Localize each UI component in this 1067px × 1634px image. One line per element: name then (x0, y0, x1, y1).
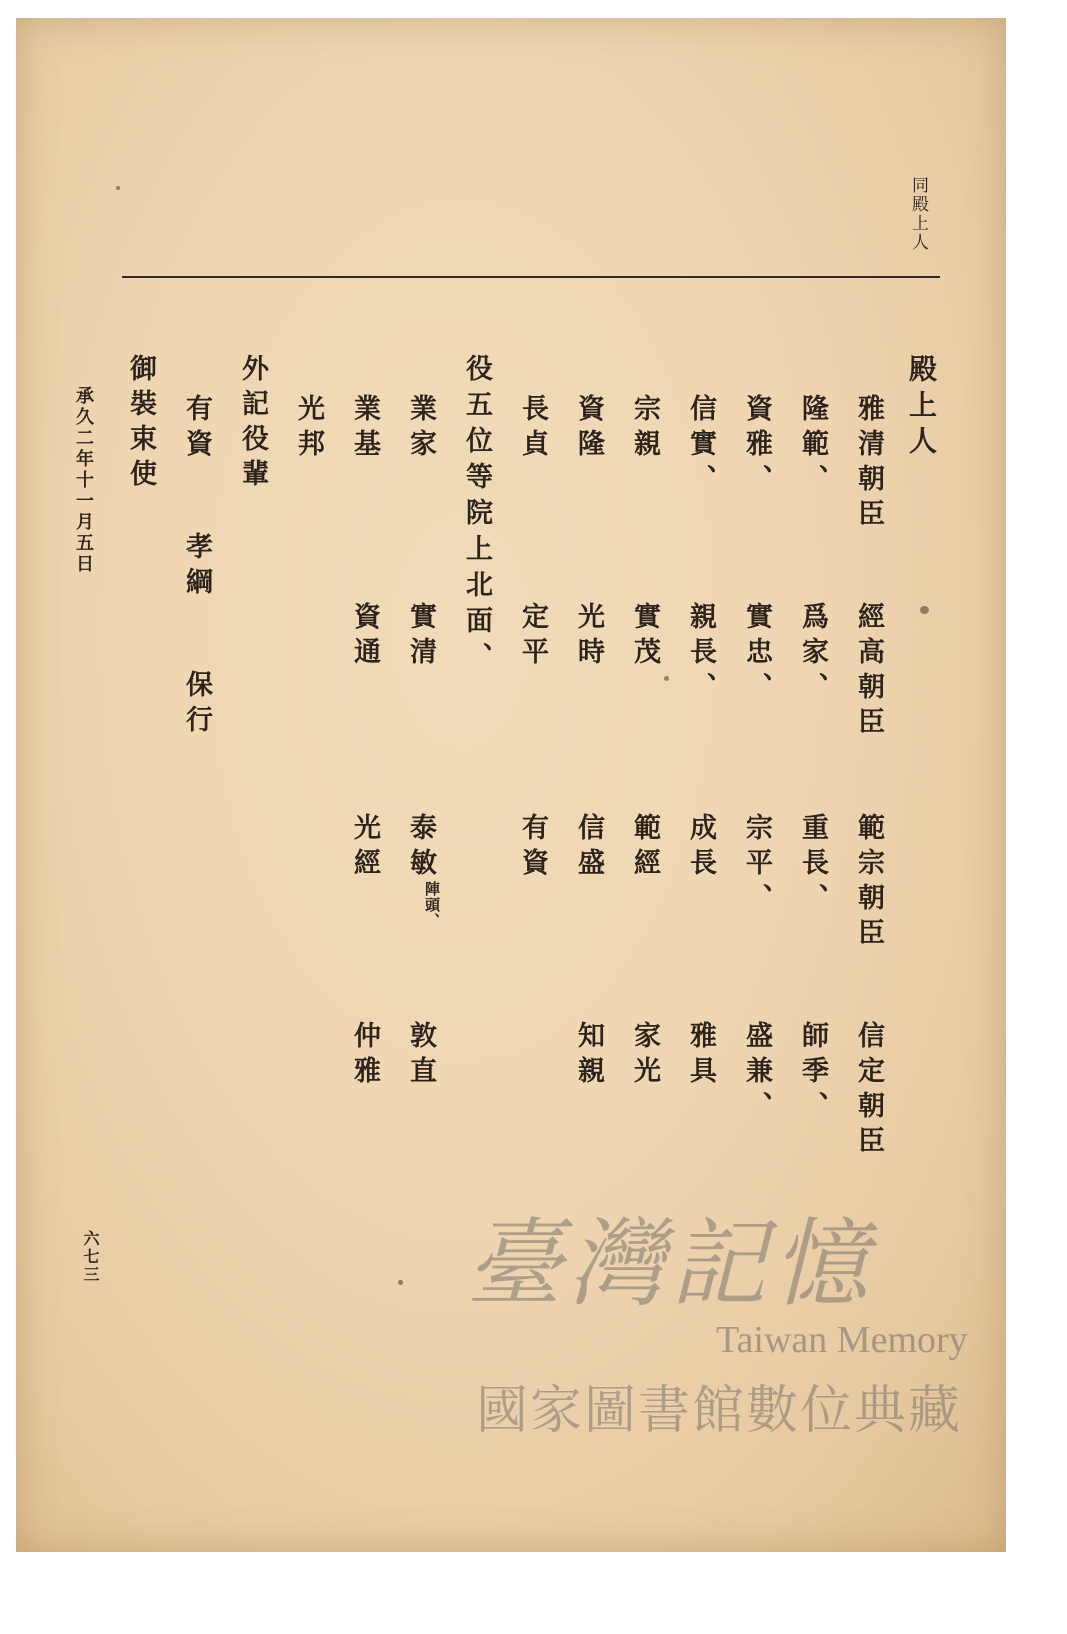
yaku-heading: 役五位等院上北面、 (461, 354, 492, 678)
page-number: 六七三 (81, 1230, 100, 1284)
entry-1-3: 重長、 (797, 813, 828, 918)
entry-5-2: 光時 (573, 602, 604, 672)
entry-5-4: 知親 (573, 1021, 604, 1091)
entry-2-1: 資雅、 (741, 394, 772, 499)
geki-entry-1: 有資 (181, 394, 212, 464)
watermark-calligraphy: 臺灣記憶 (466, 1208, 874, 1320)
entry-4-4: 家光 (629, 1021, 660, 1091)
date-line: 承久二年十一月五日 (73, 386, 94, 575)
entry-0-1: 雅清朝臣 (853, 394, 884, 534)
section-title: 殿上人 (905, 354, 938, 462)
entry-4-3: 範經 (629, 813, 660, 883)
entry-1-1: 隆範、 (797, 394, 828, 499)
yaku-entry-0-2: 實清 (405, 602, 436, 672)
geki-entry-3: 保行 (181, 670, 212, 740)
yaku-entry-0-3: 泰敏 (405, 813, 436, 883)
entry-1-2: 爲家、 (797, 602, 828, 707)
ink-stain (116, 186, 120, 190)
running-title: 同殿上人 (908, 176, 928, 252)
ink-stain (398, 1280, 403, 1285)
ink-stain (920, 606, 929, 614)
yaku-entry-0-1: 業家 (405, 394, 436, 464)
document-page (16, 18, 1006, 1552)
entry-6-1: 長貞 (517, 394, 548, 464)
entry-4-2: 實茂 (629, 602, 660, 672)
yaku-entry-1-3: 光經 (349, 813, 380, 883)
shozoku-heading: 御裝束使 (125, 354, 156, 494)
header-rule (122, 276, 940, 278)
yaku-annotation: 陣頭、 (423, 881, 441, 929)
entry-0-2: 經高朝臣 (853, 602, 884, 742)
watermark-english: Taiwan Memory (716, 1319, 968, 1361)
watermark-institution: 國家圖書館數位典藏 (476, 1381, 963, 1441)
entry-6-3: 有資 (517, 813, 548, 883)
yaku-entry-1-1: 業基 (349, 394, 380, 464)
entry-3-1: 信實、 (685, 394, 716, 499)
entry-0-4: 信定朝臣 (853, 1021, 884, 1161)
watermark (456, 1178, 976, 1441)
entry-5-1: 資隆 (573, 394, 604, 464)
yaku-entry-1-4: 仲雅 (349, 1021, 380, 1091)
yaku-entry-2-1: 光邦 (293, 394, 324, 464)
entry-3-3: 成長 (685, 813, 716, 883)
entry-2-3: 宗平、 (741, 813, 772, 918)
yaku-entry-0-4: 敦直 (405, 1021, 436, 1091)
yaku-entry-1-2: 資通 (349, 602, 380, 672)
entry-5-3: 信盛 (573, 813, 604, 883)
entry-1-4: 師季、 (797, 1021, 828, 1126)
entry-3-2: 親長、 (685, 602, 716, 707)
entry-2-2: 實忠、 (741, 602, 772, 707)
entry-2-4: 盛兼、 (741, 1021, 772, 1126)
entry-3-4: 雅具 (685, 1021, 716, 1091)
entry-6-2: 定平 (517, 602, 548, 672)
entry-0-3: 範宗朝臣 (853, 813, 884, 953)
ink-stain (664, 676, 669, 681)
geki-heading: 外記役輩 (237, 354, 268, 494)
entry-4-1: 宗親 (629, 394, 660, 464)
geki-entry-2: 孝綱 (181, 532, 212, 602)
